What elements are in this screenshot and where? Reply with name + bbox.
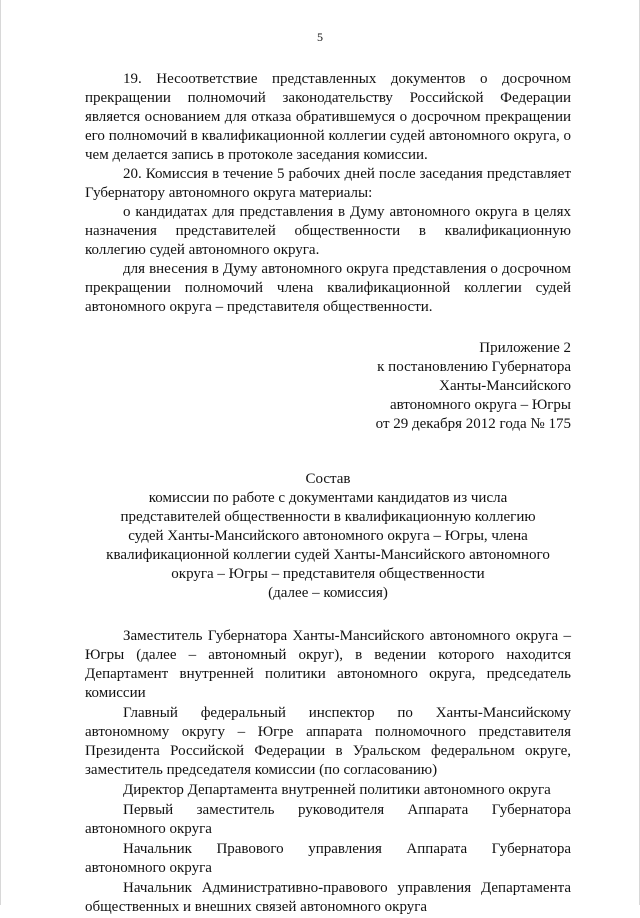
title-line: комиссии по работе с документами кандидатов из числа <box>148 490 508 506</box>
title-line: округа – Югры – представителя общественности <box>171 566 485 582</box>
member-item: Начальник Правового управления Аппарата Губернатора автономного округа <box>85 841 571 876</box>
members-list <box>85 627 571 917</box>
appendix-line: от 29 декабря 2012 года № 175 <box>375 416 571 432</box>
title-line: (далее – комиссия) <box>268 585 388 601</box>
document-body <box>85 70 571 918</box>
title-line: судей Ханты-Мансийского автономного округа – Югры, члена <box>128 528 528 544</box>
appendix-line: Приложение 2 <box>479 340 571 356</box>
member-item: Главный федеральный инспектор по Ханты-Мансийскому автономному округу – Югре аппарата полномочного представителя Президента Российской Федерации в Уральском федеральном округе, заместитель председателя комиссии (по согласованию) <box>85 705 571 778</box>
appendix-line: автономного округа – Югры <box>389 397 571 413</box>
member-item: Директор Департамента внутренней политики автономного округа <box>123 782 551 798</box>
appendix-line: к постановлению Губернатора <box>377 359 571 375</box>
paragraph-19: 19. Несоответствие представленных документов о досрочном прекращении полномочий законодательству Российской Федерации является основанием для отказа обратившемуся о досрочном прекращении его полномочий в квалификационной коллегии судей автономного округа, о чем делается запись в протоколе заседания комиссии. <box>85 71 571 163</box>
paragraph-termination: для внесения в Думу автономного округа представления о досрочном прекращении полномочий члена квалификационной коллегии судей автономного округа – представителя общественности. <box>85 261 571 315</box>
title-line: представителей общественности в квалификационную коллегию <box>120 509 536 525</box>
appendix-line: Ханты-Мансийского <box>439 378 571 394</box>
title-heading: Состав <box>305 471 351 487</box>
member-item: Первый заместитель руководителя Аппарата Губернатора автономного округа <box>85 802 571 837</box>
paragraph-20: 20. Комиссия в течение 5 рабочих дней после заседания представляет Губернатору автономного округа материалы: <box>85 166 571 201</box>
member-item: Заместитель Губернатора Ханты-Мансийского автономного округа – Югры (далее – автономный округ), в ведении которого находится Департамент внутренней политики автономного округа, председатель комиссии <box>85 628 571 701</box>
commission-title <box>85 470 571 603</box>
appendix-block <box>341 339 571 434</box>
page-number: 5 <box>317 30 323 44</box>
member-item: Начальник Административно-правового управления Департамента общественных и внешних связей автономного округа <box>85 880 571 915</box>
paragraph-candidates: о кандидатах для представления в Думу автономного округа в целях назначения представителей общественности в квалификационную коллегию судей автономного округа. <box>85 204 571 258</box>
title-line: квалификационной коллегии судей Ханты-Мансийского автономного <box>106 547 550 563</box>
